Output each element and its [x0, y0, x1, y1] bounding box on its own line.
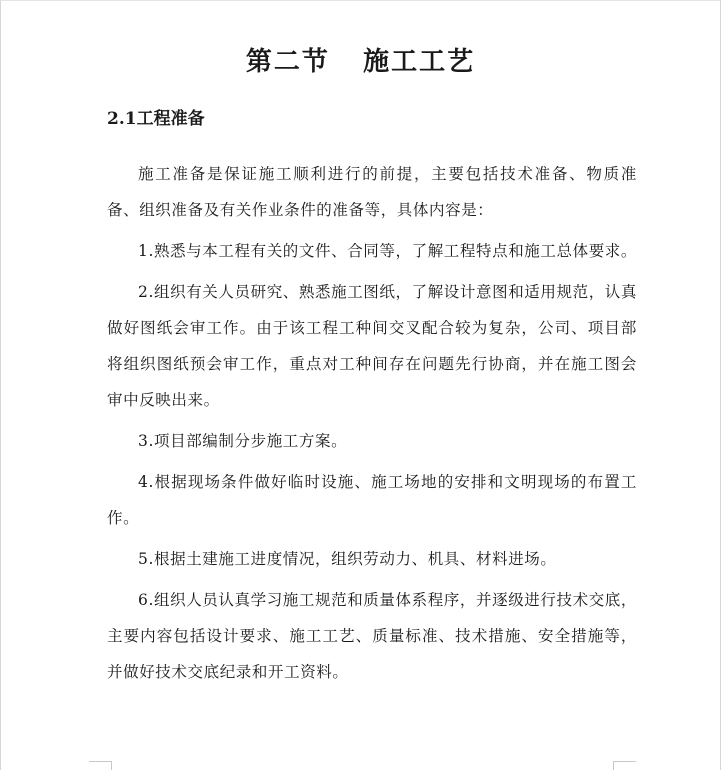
paragraph-item-6: 6.组织人员认真学习施工规范和质量体系程序，并逐级进行技术交底，主要内容包括设计要求、施工工艺、质量标准、技术措施、安全措施等，并做好技术交底纪录和开工资料。 [107, 591, 637, 681]
paragraph-intro: 施工准备是保证施工顺利进行的前提，主要包括技术准备、物质准备、组织准备及有关作业条件的准备等，具体内容是： [107, 165, 637, 219]
page-title: 第二节 施工工艺 [245, 47, 476, 77]
section-heading: 2.1工程准备 [107, 109, 205, 129]
paragraph-item-5: 5.根据土建施工进度情况，组织劳动力、机具、材料进场。 [138, 550, 557, 568]
page-corner-mark-left [89, 761, 112, 770]
document-body [107, 156, 637, 695]
page-corner-mark-right [613, 761, 636, 770]
paragraph-item-1: 1.熟悉与本工程有关的文件、合同等，了解工程特点和施工总体要求。 [138, 242, 637, 260]
paragraph-item-3: 3.项目部编制分步施工方案。 [138, 432, 348, 450]
paragraph-item-2: 2.组织有关人员研究、熟悉施工图纸，了解设计意图和适用规范，认真做好图纸会审工作。由于该工程工种间交叉配合较为复杂，公司、项目部将组织图纸预会审工作，重点对工种间存在问题先行协商，并在施工图会审中反映出来。 [107, 283, 637, 409]
paragraph-item-4: 4.根据现场条件做好临时设施、施工场地的安排和文明现场的布置工作。 [107, 473, 637, 527]
